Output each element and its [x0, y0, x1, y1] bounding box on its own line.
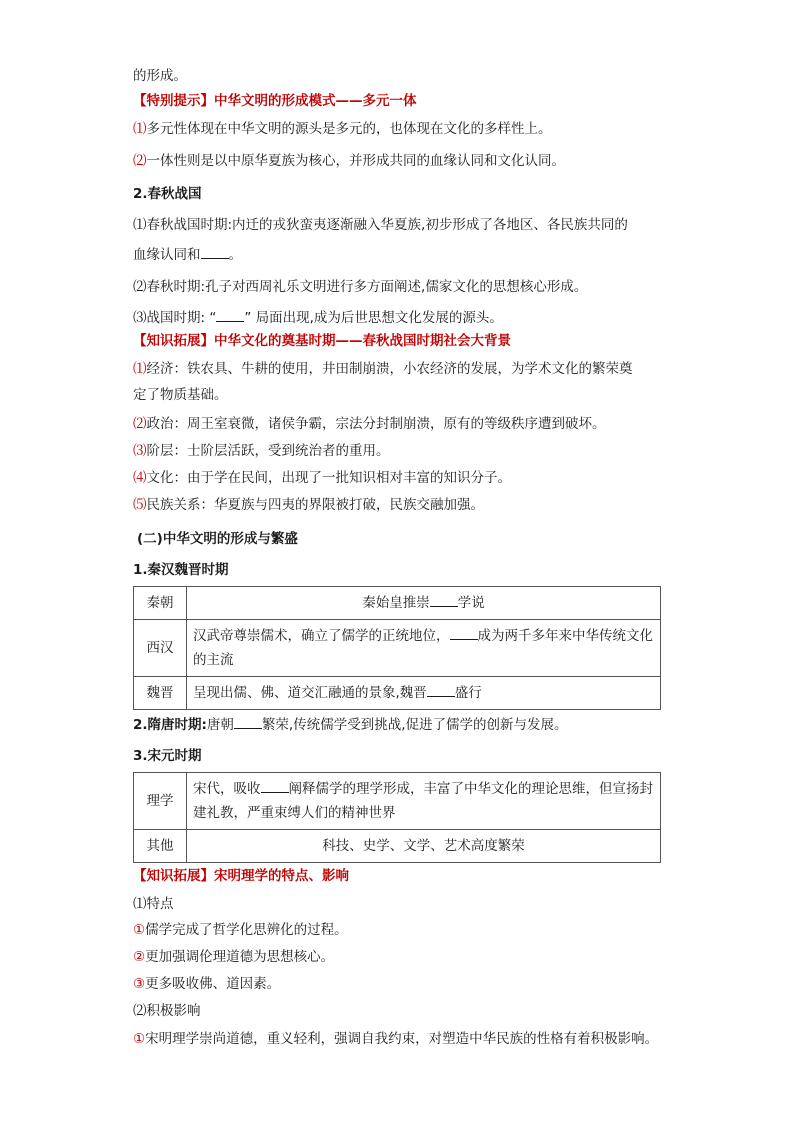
fill-blank[interactable]	[216, 309, 244, 322]
special-tip-heading	[133, 91, 417, 111]
ext-line: ③更多吸收佛、道因素。	[133, 976, 281, 992]
knowledge-extension-heading	[133, 331, 511, 351]
ext-tag: 【知识拓展】	[133, 868, 214, 884]
row-label: 其他	[134, 830, 187, 863]
ext-item: ⑷文化：由于学在民间，出现了一批知识相对丰富的知识分子。	[133, 470, 511, 486]
ext-line: ①宋明理学崇尚道德，重义轻利，强调自我约束，对塑造中华民族的性格有着积极影响。	[133, 1031, 659, 1047]
subsection-heading: 1.秦汉魏晋时期	[133, 562, 229, 578]
row-content: 科技、史学、文学、艺术高度繁荣	[187, 830, 661, 863]
ext-item: ⑵政治：周王室衰微，诸侯争霸，宗法分封制崩溃，原有的等级秩序遭到破坏。	[133, 416, 606, 432]
fill-blank[interactable]	[261, 780, 289, 793]
paragraph: ⑵春秋时期:孔子对西周礼乐文明进行多方面阐述,儒家文化的思想核心形成。	[133, 279, 588, 295]
row-content: 秦始皇推崇 学说	[187, 587, 661, 620]
row-label: 理学	[134, 773, 187, 830]
row-content: 汉武帝尊崇儒术，确立了儒学的正统地位， 成为两千多年来中华传统文化的主流	[187, 620, 661, 677]
row-content: 宋代，吸收 阐释儒学的理学形成，丰富了中华文化的理论思维，但宣扬封建礼教，严重束缚人们的精神世界	[187, 773, 661, 830]
ext-line: ①儒学完成了哲学化思辨化的过程。	[133, 922, 348, 938]
fill-blank[interactable]	[430, 594, 458, 607]
ext-item: ⑶阶层：士阶层活跃，受到统治者的重用。	[133, 443, 390, 459]
paragraph-continuation: 的形成。	[133, 68, 187, 84]
table-row	[134, 620, 661, 677]
table-row	[134, 587, 661, 620]
ext-line: ②更加强调伦理道德为思想核心。	[133, 949, 335, 965]
item-number: ⑴	[133, 121, 147, 137]
paragraph: 2.隋唐时期:唐朝 繁荣,传统儒学受到挑战,促进了儒学的创新与发展。	[133, 717, 568, 733]
table-row	[134, 773, 661, 830]
section-heading: 2.春秋战国	[133, 186, 202, 202]
row-label: 秦朝	[134, 587, 187, 620]
song-yuan-table	[133, 772, 661, 863]
ext-line: ⑵积极影响	[133, 1003, 201, 1019]
section-heading: (二)中华文明的形成与繁盛	[137, 531, 298, 547]
paragraph: 血缘认同和 。	[133, 247, 242, 263]
ext-item: ⑴经济：铁农具、牛耕的使用，井田制崩溃，小农经济的发展，为学术文化的繁荣奠	[133, 361, 633, 377]
row-label: 魏晋	[134, 677, 187, 710]
ext-tag: 【知识拓展】	[133, 333, 214, 349]
fill-blank[interactable]	[427, 684, 455, 697]
item-number: ⑵	[133, 153, 147, 169]
item-text: 一体性则是以中原华夏族为核心，并形成共同的血缘认同和文化认同。	[146, 153, 565, 169]
row-label: 西汉	[134, 620, 187, 677]
fill-blank[interactable]	[234, 716, 262, 729]
ext-item: ⑸民族关系：华夏族与四夷的界限被打破，民族交融加强。	[133, 497, 484, 513]
subsection-heading: 3.宋元时期	[133, 748, 202, 764]
tip-title: 中华文明的形成模式——多元一体	[214, 93, 417, 109]
row-content: 呈现出儒、佛、道交汇融通的景象,魏晋 盛行	[187, 677, 661, 710]
paragraph: ⑶战国时期: “ ” 局面出现,成为后世思想文化发展的源头。	[133, 310, 503, 326]
table-row	[134, 830, 661, 863]
tip-item	[133, 119, 552, 139]
table-row	[134, 677, 661, 710]
ext-title: 中华文化的奠基时期——春秋战国时期社会大背景	[214, 333, 511, 349]
tip-item	[133, 151, 565, 171]
fill-blank[interactable]	[201, 246, 229, 259]
qin-han-table	[133, 586, 661, 710]
knowledge-extension-heading	[133, 866, 349, 886]
ext-line: ⑴特点	[133, 896, 174, 912]
ext-item: 定了物质基础。	[133, 387, 228, 403]
fill-blank[interactable]	[450, 627, 478, 640]
ext-title: 宋明理学的特点、影响	[214, 868, 349, 884]
item-text: 多元性体现在中华文明的源头是多元的，也体现在文化的多样性上。	[146, 121, 552, 137]
paragraph: ⑴春秋战国时期:内迁的戎狄蛮夷逐渐融入华夏族,初步形成了各地区、各民族共同的	[133, 217, 628, 233]
tip-tag: 【特别提示】	[133, 93, 214, 109]
